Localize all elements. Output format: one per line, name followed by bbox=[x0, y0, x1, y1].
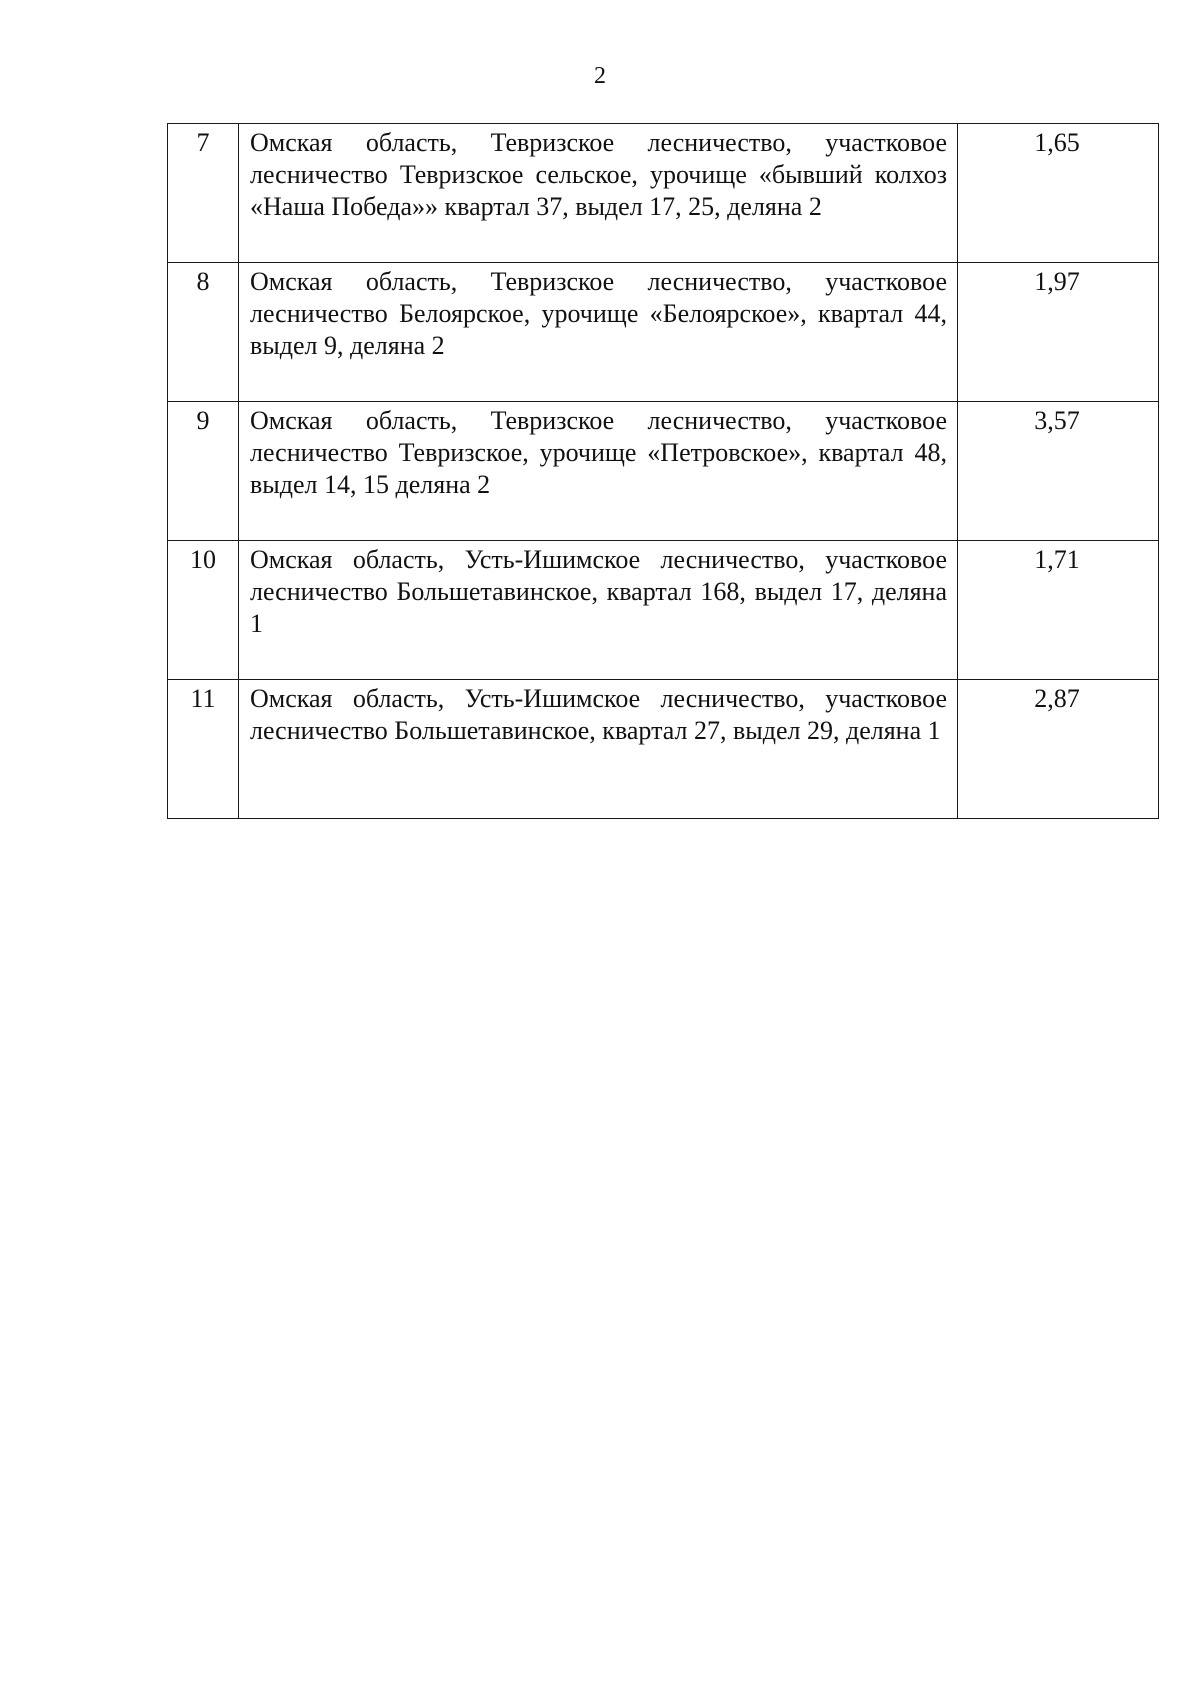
table-row bbox=[168, 680, 1159, 819]
row-location: Омская область, Усть-Ишимское лесничество, участковое лесничество Большетавинское, квартал 168, выдел 17, деляна 1 bbox=[239, 541, 958, 680]
forest-plots-table bbox=[167, 123, 1159, 819]
row-area: 3,57 bbox=[958, 402, 1159, 541]
row-area: 1,71 bbox=[958, 541, 1159, 680]
row-number: 10 bbox=[168, 541, 239, 680]
row-number: 8 bbox=[168, 263, 239, 402]
table-row bbox=[168, 263, 1159, 402]
row-location: Омская область, Тевризское лесничество, участковое лесничество Белоярское, урочище «Белоярское», квартал 44, выдел 9, деляна 2 bbox=[239, 263, 958, 402]
table-row bbox=[168, 124, 1159, 263]
table-row bbox=[168, 541, 1159, 680]
row-location: Омская область, Усть-Ишимское лесничество, участковое лесничество Большетавинское, квартал 27, выдел 29, деляна 1 bbox=[239, 680, 958, 819]
row-area: 1,65 bbox=[958, 124, 1159, 263]
table-row bbox=[168, 402, 1159, 541]
row-area: 2,87 bbox=[958, 680, 1159, 819]
row-area: 1,97 bbox=[958, 263, 1159, 402]
page-number: 2 bbox=[594, 63, 606, 89]
row-location: Омская область, Тевризское лесничество, участковое лесничество Тевризское сельское, урочище «бывший колхоз «Наша Победа»» квартал 37, выдел 17, 25, деляна 2 bbox=[239, 124, 958, 263]
row-number: 11 bbox=[168, 680, 239, 819]
row-location: Омская область, Тевризское лесничество, участковое лесничество Тевризское, урочище «Петровское», квартал 48, выдел 14, 15 деляна 2 bbox=[239, 402, 958, 541]
row-number: 9 bbox=[168, 402, 239, 541]
row-number: 7 bbox=[168, 124, 239, 263]
table-body bbox=[168, 124, 1159, 819]
